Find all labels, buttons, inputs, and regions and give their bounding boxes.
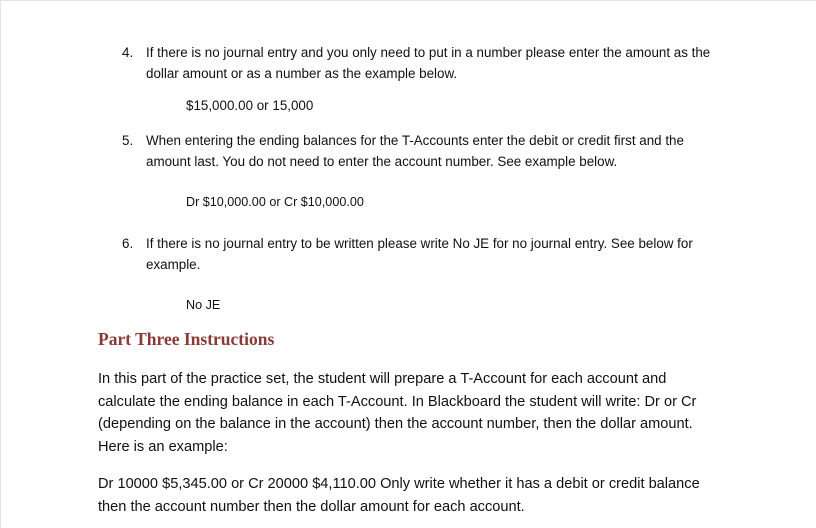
example-balance: Dr $10,000.00 or Cr $10,000.00 [186, 195, 364, 209]
list-text-line: example. [146, 257, 201, 272]
list-number: 4. [122, 45, 134, 60]
paragraph-line: calculate the ending balance in each T-Account. In Blackboard the student will write: Dr or Cr [98, 393, 697, 410]
instructions-paragraph [98, 368, 723, 459]
paragraph-line: Here is an example: [98, 439, 228, 456]
example-paragraph [98, 473, 723, 518]
paragraph-line: In this part of the practice set, the student will prepare a T-Account for each account and [98, 371, 667, 387]
list-text-line: If there is no journal entry to be written please write No JE for no journal entry. See below for [146, 236, 693, 251]
section-heading: Part Three Instructions [98, 329, 275, 349]
list-text [146, 233, 736, 275]
paragraph-line: (depending on the balance in the account) then the account number, then the dollar amount. [98, 416, 693, 433]
list-text-line: If there is no journal entry and you only need to put in a number please enter the amount as the [146, 45, 711, 60]
example-no-je: No JE [186, 298, 221, 312]
paragraph-line: Dr 10000 $5,345.00 or Cr 20000 $4,110.00 Only write whether it has a debit or credit balance [98, 476, 700, 492]
list-text-line: amount last. You do not need to enter the account number. See example below. [146, 154, 618, 169]
paragraph-line: then the account number then the dollar amount for each account. [98, 498, 525, 515]
example-amount: $15,000.00 or 15,000 [186, 98, 314, 113]
list-text-line: When entering the ending balances for the T-Accounts enter the debit or credit first and the [146, 133, 684, 148]
list-number: 5. [122, 133, 134, 148]
list-number: 6. [122, 236, 134, 251]
list-text [146, 130, 736, 172]
list-text-line: dollar amount or as a number as the example below. [146, 66, 458, 81]
list-text [146, 42, 736, 84]
